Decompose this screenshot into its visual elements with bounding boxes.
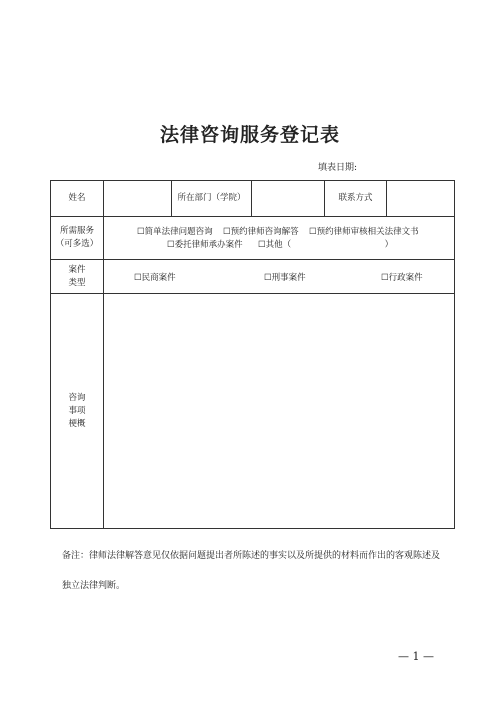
service-label-line2: （可多选）: [55, 239, 99, 249]
row-divider: [51, 259, 454, 260]
summary-label-line3: 梗概: [68, 419, 86, 429]
service-label-line1: 所需服务: [59, 226, 94, 236]
fill-date-label: 填表日期:: [318, 163, 358, 173]
case-type-label: [51, 260, 103, 293]
case-type-administrative[interactable]: ☐行政案件: [381, 273, 423, 283]
note-line-2: 独立法律判断。: [62, 581, 126, 591]
service-option-book-lawyer[interactable]: ☐预约律师咨询解答: [223, 227, 299, 237]
summary-label-line1: 咨询: [68, 393, 86, 403]
summary-field[interactable]: [104, 294, 454, 529]
summary-label-line2: 事项: [68, 406, 86, 416]
service-option-simple-consult[interactable]: ☐简单法律问题咨询: [137, 227, 213, 237]
case-type-label-line2: 类型: [68, 277, 86, 288]
name-label: 姓名: [68, 193, 86, 203]
service-option-entrust-case[interactable]: ☐委托律师承办案件: [167, 240, 243, 250]
case-type-label-line1: 案件: [68, 264, 86, 275]
contact-label: 联系方式: [338, 193, 373, 203]
case-type-criminal[interactable]: ☐刑事案件: [264, 273, 306, 283]
case-type-civil[interactable]: ☐民商案件: [134, 273, 176, 283]
service-label: [51, 217, 103, 259]
note-line-1: 备注：律师法律解答意见仅依据问题提出者所陈述的事实以及所提供的材料而作出的客观陈述及: [62, 551, 441, 561]
row-divider: [51, 216, 454, 217]
service-option-review-documents[interactable]: ☐预约律师审核相关法律文书: [309, 227, 419, 237]
form-title: 法律咨询服务登记表: [159, 124, 340, 146]
summary-label: [51, 294, 103, 529]
registration-table: [50, 180, 455, 529]
service-option-other[interactable]: ☐其他（ ）: [258, 240, 394, 250]
department-field[interactable]: [252, 181, 324, 216]
contact-field[interactable]: [387, 181, 454, 216]
page-number: — 1 —: [398, 650, 434, 663]
name-field[interactable]: [104, 181, 171, 216]
department-label: 所在部门（学院）: [177, 193, 246, 203]
